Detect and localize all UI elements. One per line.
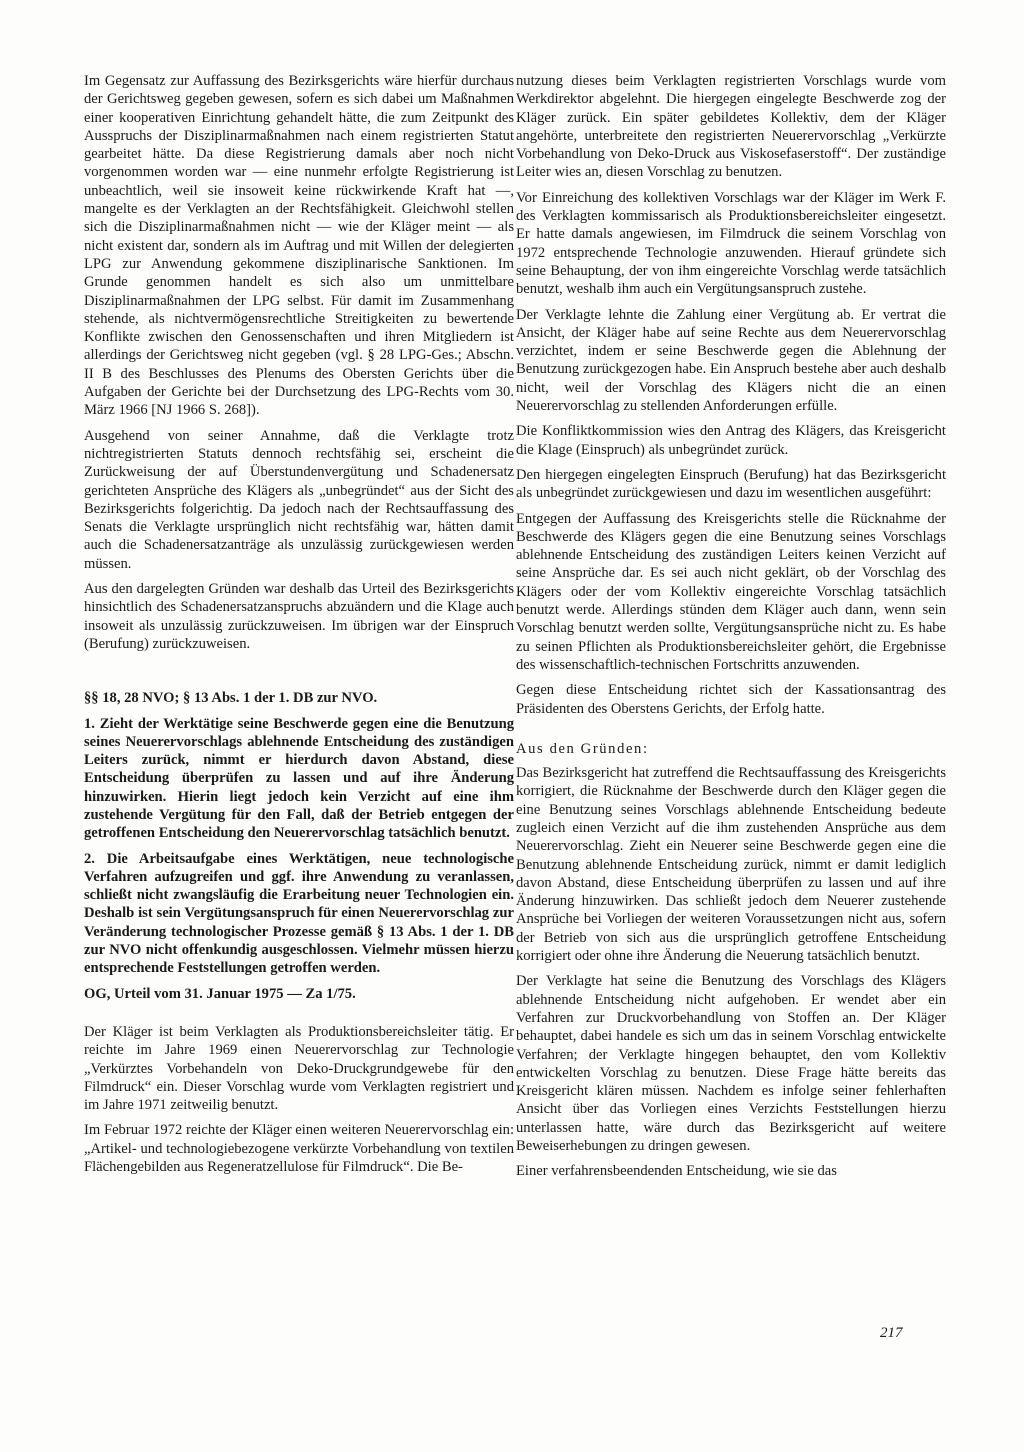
paragraph: Ausgehend von seiner Annahme, daß die Verklagte trotz nichtregistrierten Statuts dennoch rechtsfähig sei, erscheint die Zurückweisung der auf Überstundenvergütung und Schadenersatz gerichteten Ansprüche des Klägers als „unbegründet“ aus der Sicht des Bezirksgerichts folgerichtig. Da jedoch nach der Rechtsauffassung des Senats die Verklagte ursprünglich nicht rechtsfähig war, hätten damit auch die Schadenersatzanträge als unzulässig zurückgewiesen werden müssen.: [84, 427, 514, 572]
paragraph: Aus den dargelegten Gründen war deshalb das Urteil des Bezirksgerichts hinsichtlich des Schadenersatzanspruchs abzuändern und die Klage auch insoweit als unzulässig zurückzuweisen. Im übrigen war der Einspruch (Berufung) zurückzuweisen.: [84, 581, 514, 652]
section-heading: Aus den Gründen:: [516, 740, 649, 757]
paragraph: Gegen diese Entscheidung richtet sich der Kassationsantrag des Präsidenten des Oberstens Gerichts, der Erfolg hatte.: [516, 682, 946, 717]
court-decision-reference: OG, Urteil vom 31. Januar 1975 — Za 1/75.: [84, 985, 356, 1002]
right-column: [516, 72, 946, 1188]
paragraph: Die Konfliktkommission wies den Antrag des Klägers, das Kreisgericht die Klage (Einspruch) als unbegründet zurück.: [516, 423, 946, 458]
paragraph: nutzung dieses beim Verklagten registrierten Vorschlags wurde vom Werkdirektor abgelehnt. Die hiergegen eingelegte Beschwerde zog der Kläger zurück. Ein später gebildetes Kollektiv, dem der Kläger angehörte, unterbreitete den registrierten Neuerervorschlag „Verkürzte Vorbehandlung von Deko-Druck aus Viskosefaserstoff“. Der zuständige Leiter wies an, diesen Vorschlag zu benutzen.: [516, 73, 946, 181]
paragraph: Im Gegensatz zur Auffassung des Bezirksgerichts wäre hierfür durchaus der Gerichtsweg gegeben gewesen, sofern es sich dabei um Maßnahmen einer kooperativen Einrichtung gehandelt hätte, die zum Zeitpunkt des Ausspruchs der Disziplinarmaßnahmen nach einem registrierten Statut gearbeitet hätte. Da diese Registrierung damals aber noch nicht vorgenommen worden war — eine nunmehr erfolgte Registrierung ist unbeachtlich, weil sie insoweit keine rückwirkende Kraft hat —, mangelte es der Verklagten an der Rechtsfähigkeit. Gleichwohl stellen sich die Disziplinarmaßnahmen nicht — wie der Kläger meint — als nicht existent dar, sondern als im Auftrag und mit Willen der delegierten LPG zur Anwendung gekommene disziplinarische Sanktionen. Im Grunde genommen handelt es sich also um unmittelbare Disziplinarmaßnahmen der LPG selbst. Für damit im Zusammenhang stehende, als nichtvermögensrechtliche Streitigkeiten zu bewertende Konflikte zwischen den Genossenschaften und ihren Mitgliedern ist allerdings der Gerichtsweg nicht gegeben (vgl. § 28 LPG-Ges.; Abschn. II B des Beschlusses des Plenums des Obersten Gerichts über die Aufgaben der Gerichte bei der Durchsetzung des LPG-Rechts vom 30. März 1966 [NJ 1966 S. 268]).: [84, 73, 514, 419]
headnote-1: 1. Zieht der Werktätige seine Beschwerde gegen eine die Benutzung seines Neuerervorschlags ablehnende Entscheidung des zuständigen Leiters zurück, nimmt er hierdurch davon Abstand, diese Entscheidung überprüfen zu lassen und auf ihre Änderung hinzuwirken. Hierin liegt jedoch kein Verzicht auf eine ihm zustehende Vergütung für den Fall, daß der Betrieb entgegen der getroffenen Entscheidung den Neuerervorschlag tatsächlich benutzt.: [84, 715, 514, 842]
left-column: [84, 72, 514, 1183]
page-number: 217: [880, 1325, 903, 1341]
headnote-2: 2. Die Arbeitsaufgabe eines Werktätigen, neue technologische Verfahren aufzugreifen und ggf. ihre Anwendung zu veranlassen, schließt nicht zwangsläufig die Erarbeitung neuer Technologien ein. Deshalb ist sein Vergütungsanspruch für einen Neuerervorschlag zur Veränderung technologischer Prozesse gemäß § 13 Abs. 1 der 1. DB zur NVO nicht offenkundig ausgeschlossen. Vielmehr müssen hierzu entsprechende Feststellungen getroffen werden.: [84, 850, 514, 977]
paragraph: Der Verklagte lehnte die Zahlung einer Vergütung ab. Er vertrat die Ansicht, der Kläger habe auf seine Rechte aus dem Neuerervorschlag verzichtet, indem er seine Beschwerde gegen die Ablehnung der Benutzung zurückgezogen habe. Ein Anspruch bestehe aber auch deshalb nicht, weil der Vorschlag des Klägers nicht die an einen Neuerervorschlag zu stellenden Anforderungen erfülle.: [516, 306, 946, 415]
paragraph: Den hiergegen eingelegten Einspruch (Berufung) hat das Bezirksgericht als unbegründet zurückgewiesen und dazu im wesentlichen ausgeführt:: [516, 466, 946, 502]
legal-reference: §§ 18, 28 NVO; § 13 Abs. 1 der 1. DB zur NVO.: [84, 690, 378, 707]
paragraph: Im Februar 1972 reichte der Kläger einen weiteren Neuerervorschlag ein: „Artikel- und technologiebezogene verkürzte Vorbehandlung von textilen Flächengebilden aus Regeneratzellulose für Filmdruck“. Die Be-: [84, 1122, 514, 1176]
paragraph: Einer verfahrensbeendenden Entscheidung, wie sie das: [516, 1163, 837, 1180]
paragraph: Der Kläger ist beim Verklagten als Produktionsbereichsleiter tätig. Er reichte im Jahre 1969 einen Neuerervorschlag zur Technologie „Verkürztes Vorbehandeln von Deko-Druckgrundgewebe für den Filmdruck“ ein. Dieser Vorschlag wurde vom Verklagten registriert und im Jahre 1971 zeitweilig benutzt.: [84, 1023, 514, 1114]
paragraph: Das Bezirksgericht hat zutreffend die Rechtsauffassung des Kreisgerichts korrigiert, die Rücknahme der Beschwerde durch den Kläger gegen die eine Benutzung seines Vorschlags ablehnende Entscheidung bedeute zugleich einen Verzicht auf die ihm zustehenden Ansprüche aus dem Neuerervorschlag. Zieht ein Neuerer seine Beschwerde gegen eine die Benutzung ablehnende Entscheidung zurück, nimmt er damit lediglich davon Abstand, diese Entscheidung überprüfen zu lassen und auf ihre Änderung hinzuwirken. Das schließt jedoch dem Neuerer zustehende Ansprüche bei Vorliegen der weiteren Voraussetzungen nicht aus, sofern der Betrieb von sich aus die ursprünglich getroffene Entscheidung korrigiert oder ohne ihre Änderung die Neuerung tatsächlich benutzt.: [516, 765, 946, 965]
paragraph: Der Verklagte hat seine die Benutzung des Vorschlags des Klägers ablehnende Entscheidung nicht aufgehoben. Er wendet aber ein Verfahren zur Druckvorbehandlung von Stoffen an. Der Kläger behauptet, dabei handele es sich um das in seinem Vorschlag entwickelte Verfahren; der Verklagte hingegen behauptet, den vom Kollektiv entwickelten Vorschlag zu benutzen. Diese Frage hätte bereits das Kreisgericht klären müssen. Nachdem es infolge seiner fehlerhaften Ansicht über das Vorliegen eines Verzichts Feststellungen hierzu unterlassen hatte, wäre durch das Bezirksgericht auf weitere Beweiserhebungen zu dringen gewesen.: [516, 973, 946, 1155]
paragraph: Vor Einreichung des kollektiven Vorschlags war der Kläger im Werk F. des Verklagten kommissarisch als Produktionsbereichsleiter eingesetzt. Er hatte damals angewiesen, im Filmdruck die seinem Vorschlag von 1972 entsprechende Technologie anzuwenden. Hierauf gründete sich seine Behauptung, der von ihm eingereichte Vorschlag werde tatsächlich benutzt, weshalb ihm auch ein Vergütungsanspruch zustehe.: [516, 189, 946, 298]
paragraph: Entgegen der Auffassung des Kreisgerichts stelle die Rücknahme der Beschwerde des Klägers gegen die eine Benutzung seines Vorschlags ablehnende Entscheidung des zuständigen Leiters keinen Verzicht auf seine Ansprüche dar. Es sei auch nicht geklärt, ob der Vorschlag des Klägers oder der vom Kollektiv eingereichte Vorschlag tatsächlich benutzt werde. Allerdings stünden dem Kläger auch dann, wenn sein Vorschlag benutzt werden sollte, Vergütungsansprüche nicht zu. Es habe zu seinen Pflichten als Produktionsbereichsleiter gehört, die Ergebnisse des wissenschaftlich-technischen Fortschritts anzuwenden.: [516, 510, 946, 673]
